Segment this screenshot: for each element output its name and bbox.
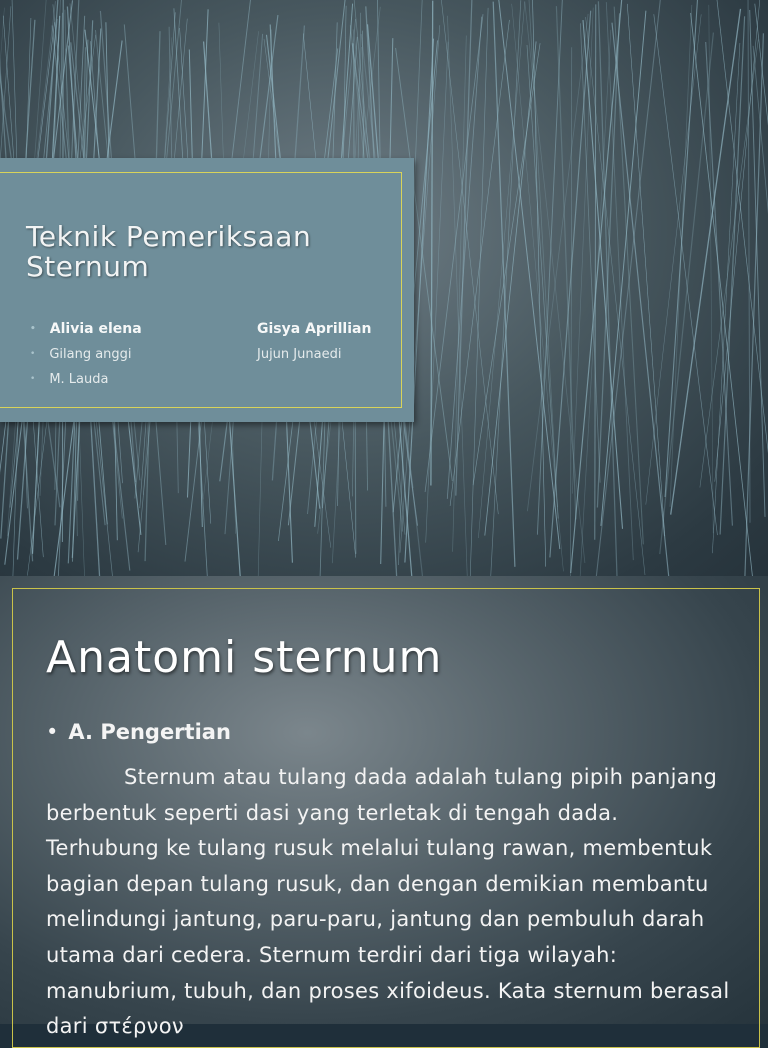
decorative-line	[456, 0, 472, 496]
decorative-line	[712, 43, 740, 553]
decorative-line	[595, 4, 596, 539]
subheading-label: A. Pengertian	[68, 720, 231, 744]
decorative-line	[498, 0, 560, 549]
decorative-line	[550, 11, 591, 558]
author-item	[30, 372, 108, 387]
author-name: Alivia elena	[50, 321, 142, 337]
decorative-line	[715, 0, 760, 482]
decorative-line	[670, 5, 692, 507]
author-name: M. Lauda	[49, 372, 108, 387]
decorative-line	[537, 0, 562, 535]
body-paragraph: Sternum atau tulang dada adalah tulang pipih panjang berbentuk seperti dasi yang terletak di tengah dada. Terhubung ke tulang rusuk melalui tulang rawan, membentuk bagian depan tulang rusuk, dan dengan demikian membantu melindungi jantung, paru-paru, jantung dan pembuluh darah utama dari cedera. Sternum terdiri dari tiga wilayah: manubrium, tubuh, dan proses xifoideus. Kata sternum berasal dari στέρνον	[46, 760, 736, 1045]
decorative-line	[709, 5, 713, 533]
bullet-icon: •	[30, 349, 35, 359]
decorative-line	[470, 8, 488, 585]
decorative-line	[745, 33, 764, 580]
author-item	[257, 321, 371, 337]
decorative-line	[447, 17, 481, 499]
decorative-line	[660, 33, 714, 555]
slide-title: Teknik Pemeriksaan Sternum	[26, 222, 396, 282]
author-name: Gisya Aprillian	[257, 321, 371, 337]
author-name: Gilang anggi	[49, 347, 131, 362]
decorative-line	[583, 20, 623, 529]
decorative-line	[490, 0, 521, 588]
decorative-line	[598, 1, 617, 586]
bullet-icon: •	[30, 374, 35, 384]
decorative-line	[453, 36, 467, 552]
decorative-line	[717, 0, 768, 562]
decorative-line	[527, 45, 558, 519]
content-slide	[0, 576, 768, 1024]
decorative-line	[571, 47, 572, 577]
decorative-line	[596, 0, 662, 583]
subheading	[46, 720, 231, 744]
decorative-line	[556, 6, 576, 519]
decorative-line	[532, 0, 545, 567]
slide-title: Anatomi sternum	[46, 632, 442, 683]
decorative-line	[720, 16, 745, 534]
decorative-line	[627, 4, 665, 536]
decorative-line	[493, 2, 515, 567]
bullet-icon: •	[30, 324, 36, 334]
author-item	[257, 347, 341, 362]
author-item	[30, 347, 132, 362]
decorative-line	[425, 14, 483, 492]
bullet-icon: •	[46, 720, 58, 744]
author-item	[30, 321, 142, 337]
author-name: Jujun Junaedi	[257, 347, 341, 362]
decorative-line	[580, 23, 600, 482]
decorative-line	[473, 43, 540, 485]
decorative-line	[450, 20, 509, 506]
